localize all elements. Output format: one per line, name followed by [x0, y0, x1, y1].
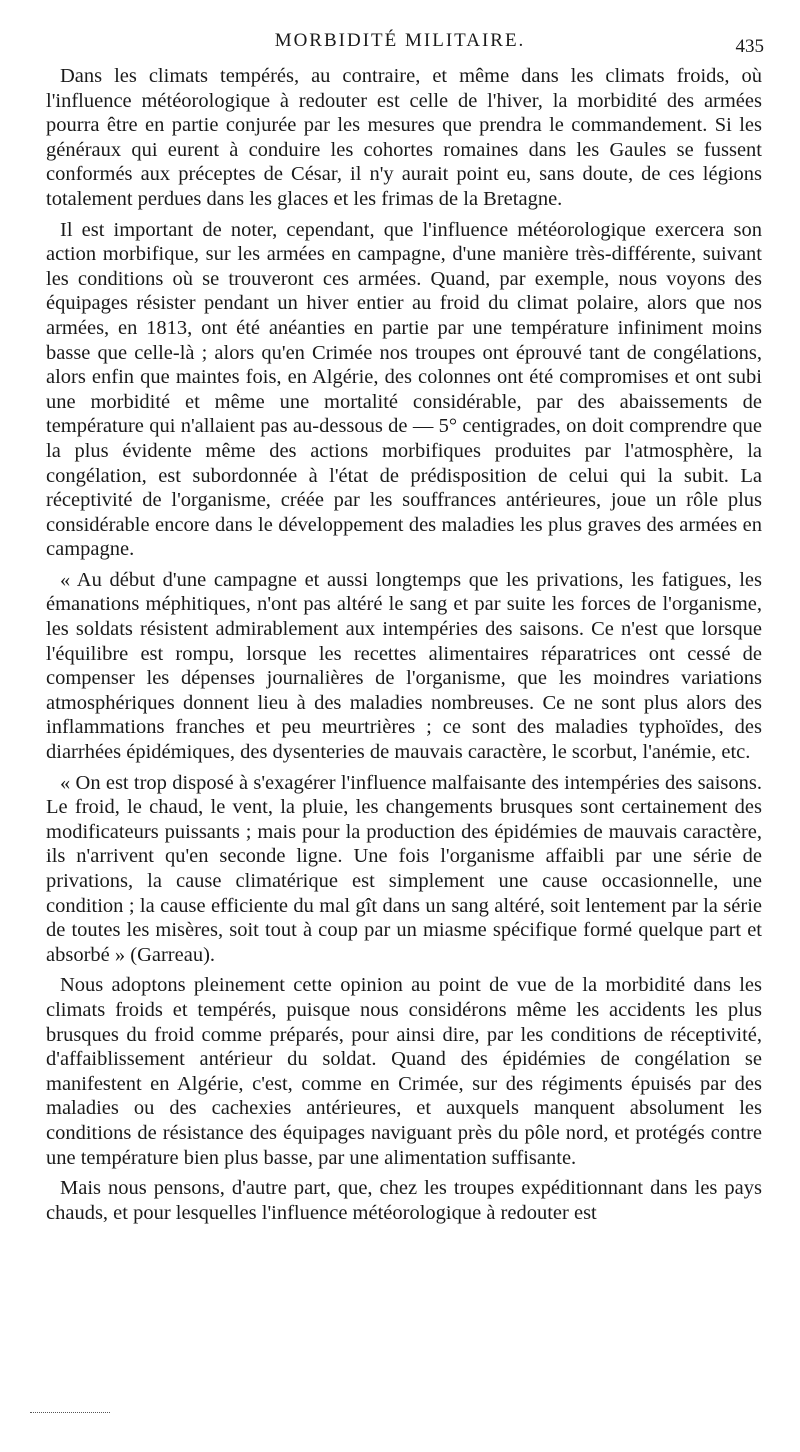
- paragraph-quote-intemperies: « On est trop disposé à s'exagérer l'influence malfaisante des intempéries des saisons. Le froid, le chaud, le vent, la pluie, les changements brusques sont certainement des modificateurs puissants ; mais pour la production des épidémies de mauvais caractère, ils n'arrivent qu'en seconde ligne. Une fois l'organisme affaibli par une série de privations, la cause climatérique est simplement une cause occasionnelle, une condition ; la cause efficiente du mal gît dans un sang altéré, soit lentement par la série de toutes les misères, soit tout à coup par un miasme spécifique formé quelque part et absorbé » (Garreau).: [46, 771, 762, 966]
- paragraph-hot-countries: Mais nous pensons, d'autre part, que, chez les troupes expéditionnant dans les pays chauds, et pour lesquelles l'influence météorologique à redouter est: [46, 1177, 762, 1224]
- paragraph-quote-campaign-start: « Au début d'une campagne et aussi longtemps que les privations, les fatigues, les émanations méphitiques, n'ont pas altéré le sang et par suite les forces de l'organisme, les soldats résistent admirablement aux intempéries des saisons. Ce n'est que lorsque l'équilibre est rompu, lorsque les recettes alimentaires réparatrices ont cessé de compenser les dépenses journalières de l'organisme, que les moindres variations atmosphériques donnent lieu à des maladies nombreuses. Ce ne sont plus alors des inflammations franches et peu meurtrières ; ce sont des maladies typhoïdes, des diarrhées épidémiques, des dysenteries de mauvais caractère, le scorbut, l'anémie, etc.: [46, 568, 762, 764]
- paragraph-temperate-climates: Dans les climats tempérés, au contraire, et même dans les climats froids, où l'influence météorologique à redouter est celle de l'hiver, la morbidité des armées pourra être en partie conjurée par les mesures que prendra le commandement. Si les généraux qui eurent à conduire les cohortes romaines dans les Gaules se fussent conformés aux préceptes de César, il n'y aurait point eu, sans doute, de ces légions totalement perdues dans les glaces et les frimas de la Bretagne.: [46, 65, 762, 210]
- running-title: MORBIDITÉ MILITAIRE.: [274, 30, 526, 51]
- paragraph-meteorological-influence: Il est important de noter, cependant, que l'influence météorologique exercera son action morbifique, sur les armées en campagne, d'une manière très-différente, suivant les conditions où se trouveront ces armées. Quand, par exemple, nous voyons des équipages résister pendant un hiver entier au froid du climat polaire, alors que nos armées, en 1813, ont été anéanties en partie par une température infiniment moins basse que celle-là ; alors qu'en Crimée nos troupes ont éprouvé tant de congélations, alors enfin que maintes fois, en Algérie, des colonnes ont été compromises et ont subi une morbidité et même une mortalité considérable, par des abaissements de température qui n'allaient pas au-dessous de — 5° centigrades, on doit comprendre que la plus évidente même des actions morbifiques produites par l'atmosphère, la congélation, est subordonnée à l'état de prédisposition de celui qui la subit. La réceptivité de l'organisme, créée par les souffrances antérieures, joue un rôle plus considérable encore dans le développement des maladies les plus graves des armées en campagne.: [46, 218, 762, 561]
- footer-dotted-rule: [30, 1412, 110, 1413]
- paragraph-we-adopt: Nous adoptons pleinement cette opinion au point de vue de la morbidité dans les climats froids et tempérés, puisque nous considérons même les accidents les plus brusques du froid comme préparés, pour ainsi dire, par les conditions de réceptivité, d'affaiblissement antérieur du soldat. Quand des épidémies de congélation se manifestent en Algérie, c'est, comme en Crimée, sur des régiments épuisés par des maladies ou des cachexies antérieures, et auxquels manquent absolument les conditions de résistance des équipages naviguant près du pôle nord, et protégés contre une température bien plus basse, par une alimentation suffisante.: [46, 974, 762, 1169]
- page-number: 435: [735, 36, 764, 57]
- body-text: [46, 64, 762, 1231]
